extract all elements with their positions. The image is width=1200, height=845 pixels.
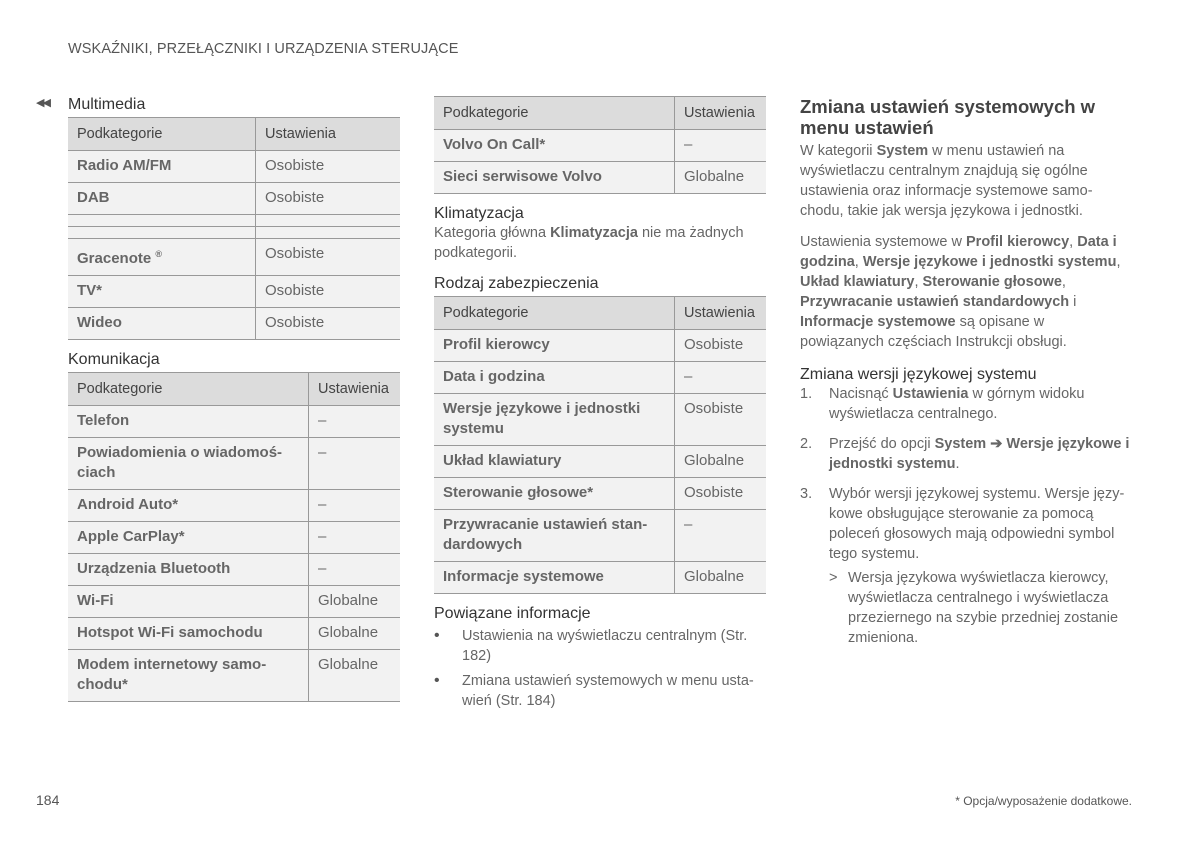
row-name: Volvo On Call* bbox=[434, 130, 675, 162]
section-title: Zmiana ustawień systemowych w menu ustawień bbox=[800, 96, 1096, 138]
klimatyzacja-heading: Klimatyzacja bbox=[434, 205, 524, 222]
row-name: Informacje systemowe bbox=[434, 562, 675, 594]
row-value: Globalne bbox=[309, 618, 401, 650]
row-value: Osobiste bbox=[256, 308, 401, 340]
zabezpieczenia-table bbox=[434, 296, 766, 594]
column-left bbox=[68, 96, 400, 702]
steps-list bbox=[800, 384, 1132, 564]
table-row bbox=[68, 438, 400, 490]
row-value: – bbox=[309, 522, 401, 554]
row-value: Osobiste bbox=[256, 276, 401, 308]
table-row bbox=[68, 618, 400, 650]
row-value: Osobiste bbox=[256, 151, 401, 183]
row-value: Osobiste bbox=[256, 183, 401, 215]
row-value: – bbox=[675, 510, 767, 562]
table-row bbox=[68, 586, 400, 618]
row-name: Przywracanie ustawień stan-dardowych bbox=[434, 510, 675, 562]
row-value: Globalne bbox=[675, 446, 767, 478]
table-row bbox=[68, 183, 400, 215]
related-list bbox=[434, 626, 766, 711]
table-row bbox=[68, 650, 400, 702]
column-header: Podkategorie bbox=[68, 373, 309, 406]
row-name: Radio AM/FM bbox=[68, 151, 256, 183]
column-right bbox=[800, 96, 1132, 648]
related-heading: Powiązane informacje bbox=[434, 605, 591, 622]
table-row bbox=[68, 554, 400, 586]
row-value: Osobiste bbox=[675, 478, 767, 510]
row-name: DAB bbox=[68, 183, 256, 215]
row-name: Telefon bbox=[68, 406, 309, 438]
row-name: Apple CarPlay* bbox=[68, 522, 309, 554]
table-row bbox=[434, 510, 766, 562]
table-row bbox=[68, 490, 400, 522]
row-name: Hotspot Wi-Fi samochodu bbox=[68, 618, 309, 650]
row-name: Android Auto* bbox=[68, 490, 309, 522]
row-value: – bbox=[675, 130, 767, 162]
multimedia-table bbox=[68, 117, 400, 340]
row-name: Wi-Fi bbox=[68, 586, 309, 618]
row-value: – bbox=[309, 438, 401, 490]
row-name: Układ klawiatury bbox=[434, 446, 675, 478]
row-name: Data i godzina bbox=[434, 362, 675, 394]
row-name: Wersje językowe i jednostki systemu bbox=[434, 394, 675, 446]
klimatyzacja-text: Kategoria główna Klimatyzacja nie ma żadnych podkategorii. bbox=[434, 225, 744, 261]
step-item: 1. Nacisnąć Ustawienia w górnym widoku wyświetlacza centralnego. bbox=[800, 386, 1085, 422]
table-row bbox=[68, 239, 400, 276]
step-result: > Wersja językowa wyświetlacza kierowcy, wyświetlacza centralnego i wyświetlacza przeziernego na szybie przedniej zostanie zmieniona. bbox=[829, 570, 1119, 646]
footnote: * Opcja/wyposażenie dodatkowe. bbox=[955, 794, 1132, 808]
column-header: Ustawienia bbox=[256, 118, 401, 151]
back-arrows-icon[interactable]: ◀◀ bbox=[36, 97, 49, 109]
column-header: Ustawienia bbox=[309, 373, 401, 406]
settings-paragraph: Ustawienia systemowe w Profil kierowcy, Data i godzina, Wersje językowe i jednostki systemu, Układ klawiatury, Sterowanie głosowe, Przywracanie ustawień standardowych i Informacje systemowe są opisane w powiązanych częściach Instrukcji obsługi. bbox=[800, 234, 1121, 350]
row-value: Globalne bbox=[309, 650, 401, 702]
row-name: TV* bbox=[68, 276, 256, 308]
column-middle bbox=[434, 96, 766, 716]
table-row bbox=[68, 276, 400, 308]
row-value: Osobiste bbox=[256, 239, 401, 276]
komunikacja-heading: Komunikacja bbox=[68, 351, 160, 368]
row-value: Globalne bbox=[675, 162, 767, 194]
table-row bbox=[434, 562, 766, 594]
row-name: Modem internetowy samo-chodu* bbox=[68, 650, 309, 702]
table-row bbox=[434, 362, 766, 394]
table-row bbox=[68, 406, 400, 438]
row-value: – bbox=[309, 490, 401, 522]
table-row bbox=[68, 522, 400, 554]
row-name: Powiadomienia o wiadomoś-ciach bbox=[68, 438, 309, 490]
related-link[interactable]: • Ustawienia na wyświetlaczu centralnym (Str. 182) bbox=[434, 626, 766, 666]
row-name: Sieci serwisowe Volvo bbox=[434, 162, 675, 194]
multimedia-heading: Multimedia bbox=[68, 96, 146, 113]
column-header: Podkategorie bbox=[68, 118, 256, 151]
continued-table bbox=[434, 96, 766, 194]
row-value: – bbox=[675, 362, 767, 394]
intro-paragraph: W kategorii System w menu ustawień na wyświetlaczu centralnym znajdują się ogólne ustawienia oraz informacje systemowe samo-chodu, takie jak wersja językowa i jednostki. bbox=[800, 143, 1093, 219]
subsection-title: Zmiana wersji językowej systemu bbox=[800, 366, 1037, 383]
table-row bbox=[434, 162, 766, 194]
table-row bbox=[68, 151, 400, 183]
column-header: Podkategorie bbox=[434, 97, 675, 130]
registered-mark: ® bbox=[155, 249, 163, 259]
column-header: Ustawienia bbox=[675, 97, 767, 130]
related-link[interactable]: • Zmiana ustawień systemowych w menu usta-wień (Str. 184) bbox=[434, 671, 766, 711]
table-row bbox=[68, 308, 400, 340]
row-value: Osobiste bbox=[675, 394, 767, 446]
step-item: 3. Wybór wersji językowej systemu. Wersje języ-kowe obsługujące sterowanie za pomocą poleceń głosowych mają odpowiedni symbol tego systemu. bbox=[800, 486, 1125, 562]
table-row-empty bbox=[68, 227, 400, 239]
table-row bbox=[434, 478, 766, 510]
table-row bbox=[434, 130, 766, 162]
row-name: Gracenote ® bbox=[68, 239, 256, 276]
table-row bbox=[434, 394, 766, 446]
row-value: Globalne bbox=[675, 562, 767, 594]
page-number: 184 bbox=[36, 792, 60, 808]
row-name: Sterowanie głosowe* bbox=[434, 478, 675, 510]
komunikacja-table bbox=[68, 372, 400, 702]
table-row-empty bbox=[68, 215, 400, 227]
column-header: Ustawienia bbox=[675, 297, 767, 330]
row-value: – bbox=[309, 406, 401, 438]
row-value: Osobiste bbox=[675, 330, 767, 362]
page-header: WSKAŹNIKI, PRZEŁĄCZNIKI I URZĄDZENIA STERUJĄCE bbox=[68, 41, 459, 57]
row-name: Wideo bbox=[68, 308, 256, 340]
row-name: Profil kierowcy bbox=[434, 330, 675, 362]
row-name: Urządzenia Bluetooth bbox=[68, 554, 309, 586]
table-row bbox=[434, 446, 766, 478]
column-header: Podkategorie bbox=[434, 297, 675, 330]
row-value: – bbox=[309, 554, 401, 586]
arrow-right-icon: ➔ bbox=[986, 436, 1007, 452]
row-value: Globalne bbox=[309, 586, 401, 618]
zabezpieczenia-heading: Rodzaj zabezpieczenia bbox=[434, 275, 599, 292]
step-item: 2. Przejść do opcji System ➔ Wersje językowe i jednostki systemu. bbox=[800, 436, 1130, 472]
table-row bbox=[434, 330, 766, 362]
